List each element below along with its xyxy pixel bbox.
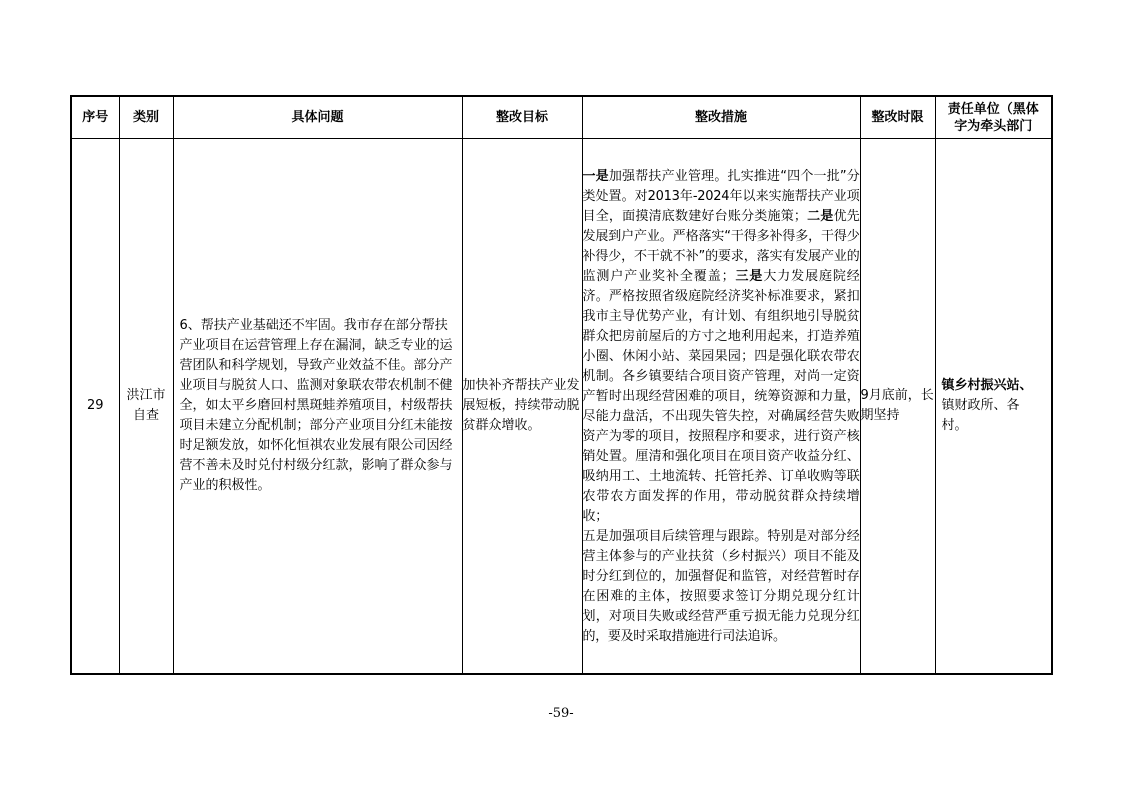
measure-1-text: 加强帮扶产业管理。扎实推进“四个一批”分类处置。对2013年-2024年以来实施帮扶产业项目全，面摸清底数建好台账分类施策； [582, 168, 860, 224]
measure-3-lead: 三是 [734, 268, 764, 284]
table-row [71, 139, 1052, 674]
measure-3-text: 大力发展庭院经济。严格按照省级庭院经济奖补标准要求，紧扣我市主导优势产业，有计划、有组织地引导脱贫群众把房前屋后的方寸之地利用起来，打造养殖小圈、休闲小站、菜园果园；四是强化联农带农机制。各乡镇要结合项目资产管理，对尚一定资产暂时出现经营困难的项目，统筹资源和力量，尽能力盘活，不出现失管失控，对确属经营失败资产为零的项目，按照程序和要求，进行资产核销处置。厘清和强化项目在项目资产收益分红、吸纳用工、土地流转、托管托养、订单收购等联农带农方面发挥的作用，带动脱贫群众持续增收； [582, 268, 860, 524]
header-row [71, 96, 1052, 139]
measure-2-lead: 二是 [806, 208, 834, 224]
unit-rest: 镇财政所、各村。 [941, 397, 1020, 433]
header-unit: 责任单位（黑体字为牵头部门 [935, 96, 1052, 139]
unit-lead: 镇乡村振兴站、 [941, 377, 1033, 393]
cell-seq: 29 [71, 139, 119, 674]
measure-2-text: 优先发展到户产业。严格落实“干得多补得多，干得少补得少，不干就不补”的要求，落实有发展产业的监测户产业奖补全覆盖； [582, 208, 860, 284]
cell-problem: 6、帮扶产业基础还不牢固。我市存在部分帮扶产业项目在运营管理上存在漏洞，缺乏专业的运营团队和科学规划，导致产业效益不佳。部分产业项目与脱贫人口、监测对象联农带农机制不健全，如太平乡磨回村黑斑蛙养殖项目，村级帮扶项目未建立分配机制；部分产业项目分红未能按时足额发放，如怀化恒祺农业发展有限公司因经营不善未及时兑付村级分红款，影响了群众参与产业的积极性。 [173, 139, 462, 674]
header-measures: 整改措施 [582, 96, 860, 139]
cell-unit [935, 139, 1052, 674]
cell-category: 洪江市自查 [119, 139, 173, 674]
cell-measures [582, 139, 860, 674]
page-number: -59- [548, 706, 574, 721]
header-category: 类别 [119, 96, 173, 139]
cell-target: 加快补齐帮扶产业发展短板，持续带动脱贫群众增收。 [462, 139, 582, 674]
cell-deadline: 9月底前，长期坚持 [860, 139, 935, 674]
header-target: 整改目标 [462, 96, 582, 139]
header-seq: 序号 [71, 96, 119, 139]
header-problem: 具体问题 [173, 96, 462, 139]
measure-1-lead: 一是 [582, 168, 609, 184]
measure-5-text: 五是加强项目后续管理与跟踪。特别是对部分经营主体参与的产业扶贫（乡村振兴）项目不能及时分红到位的，加强督促和监管，对经营暂时存在困难的主体，按照要求签订分期兑现分红计划，对项目失败或经营严重亏损无能力兑现分红的，要及时采取措施进行司法追诉。 [582, 528, 860, 644]
header-deadline: 整改时限 [860, 96, 935, 139]
rectification-table [70, 95, 1053, 675]
